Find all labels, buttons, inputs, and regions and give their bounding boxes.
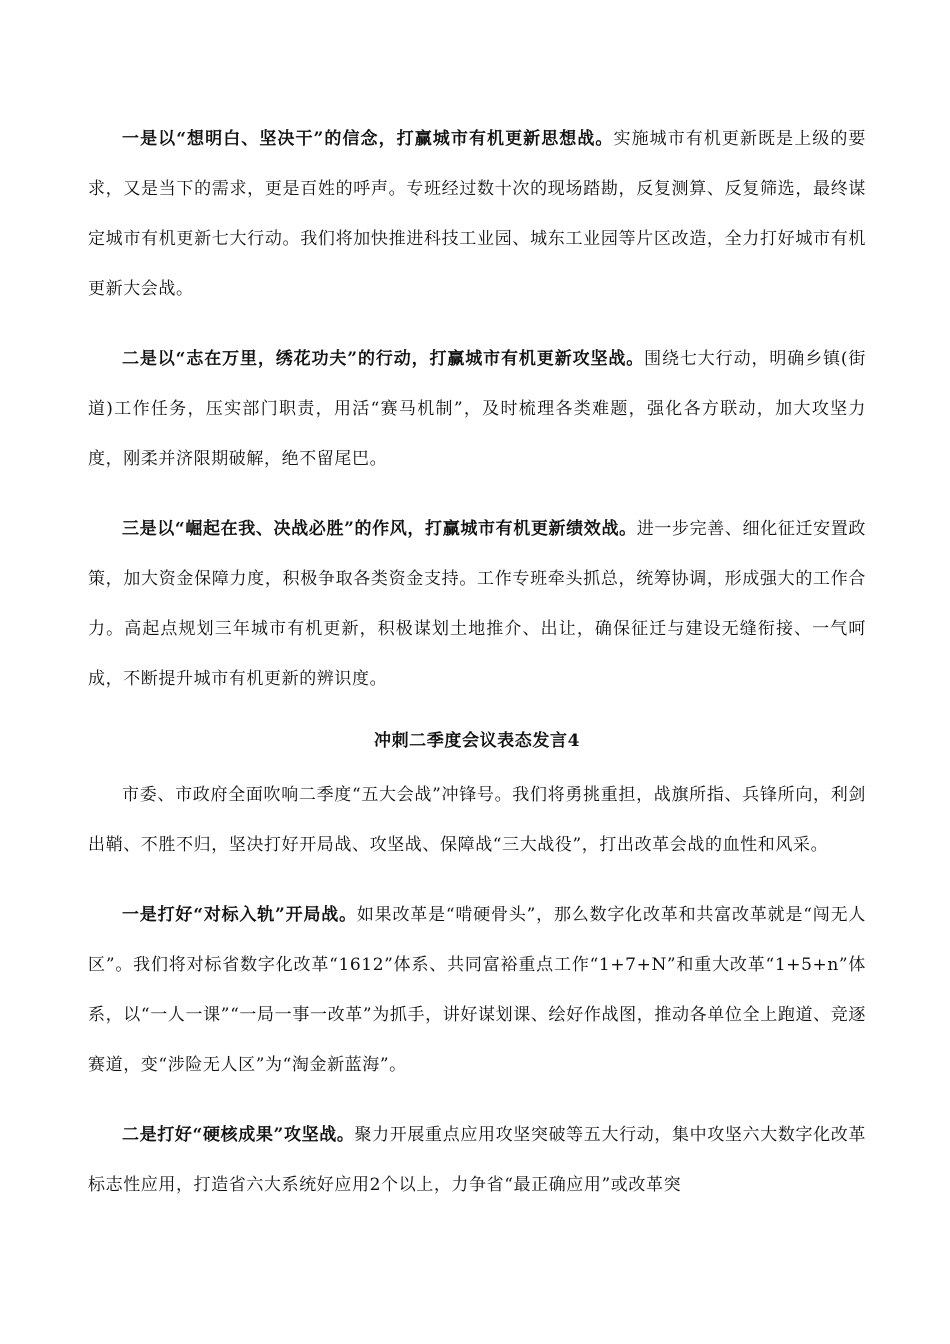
paragraph-lead: 二是以“志在万里，绣花功夫”的行动，打赢城市有机更新攻坚战。 — [122, 349, 645, 369]
paragraph-opening-battle — [88, 890, 866, 1090]
paragraph-urban-renewal-performance — [88, 504, 866, 704]
paragraph-lead: 二是打好“硬核成果”攻坚战。 — [122, 1125, 355, 1145]
paragraph-body: 围绕七大行动，明确乡镇(街道)工作任务，压实部门职责，用活“赛马机制”，及时梳理各类难题，强化各方联动，加大攻坚力度，刚柔并济限期破解，绝不留尾巴。 — [88, 349, 867, 469]
paragraph-lead: 一是以“想明白、坚决干”的信念，打赢城市有机更新思想战。 — [122, 129, 614, 149]
paragraph-intro: 市委、市政府全面吹响二季度“五大会战”冲锋号。我们将勇挑重担，战旗所指、兵锋所向，利剑出鞘、不胜不归，坚决打好开局战、攻坚战、保障战“三大战役”，打出改革会战的血性和风采。 — [88, 785, 866, 855]
section-title: 冲刺二季度会议表态发言4 — [373, 731, 581, 751]
paragraph-body: 实施城市有机更新既是上级的要求，又是当下的需求，更是百姓的呼声。专班经过数十次的现场踏勘，反复测算、反复筛选，最终谋定城市有机更新七大行动。我们将加快推进科技工业园、城东工业园等片区改造，全力打好城市有机更新大会战。 — [88, 129, 866, 299]
paragraph-body: 进一步完善、细化征迁安置政策，加大资金保障力度，积极争取各类资金支持。工作专班牵头抓总，统筹协调，形成强大的工作合力。高起点规划三年城市有机更新，积极谋划土地推介、出让，确保征迁与建设无缝衔接、一气呵成，不断提升城市有机更新的辨识度。 — [88, 519, 866, 689]
paragraph-urban-renewal-ideology — [88, 114, 866, 314]
paragraph-core-results — [88, 1110, 866, 1210]
paragraph-urban-renewal-tough-battle — [88, 334, 866, 484]
paragraph-body: 聚力开展重点应用攻坚突破等五大行动，集中攻坚六大数字化改革标志性应用，打造省六大系统好应用2个以上，力争省“最正确应用”或改革突 — [88, 1125, 866, 1195]
document-page — [88, 114, 866, 1210]
paragraph-lead: 三是以“崛起在我、决战必胜”的作风，打赢城市有机更新绩效战。 — [122, 519, 637, 539]
paragraph-body: 如果改革是“啃硬骨头”，那么数字化改革和共富改革就是“闯无人区”。我们将对标省数字化改革“1612”体系、共同富裕重点工作“1+7+N”和重大改革“1+5+n”体系，以“一人一课”“一局一事一改革”为抓手，讲好谋划课、绘好作战图，推动各单位全上跑道、竞逐赛道，变“涉险无人区”为“淘金新蓝海”。 — [88, 905, 866, 1075]
paragraph-lead: 一是打好“对标入轨”开局战。 — [122, 905, 357, 925]
